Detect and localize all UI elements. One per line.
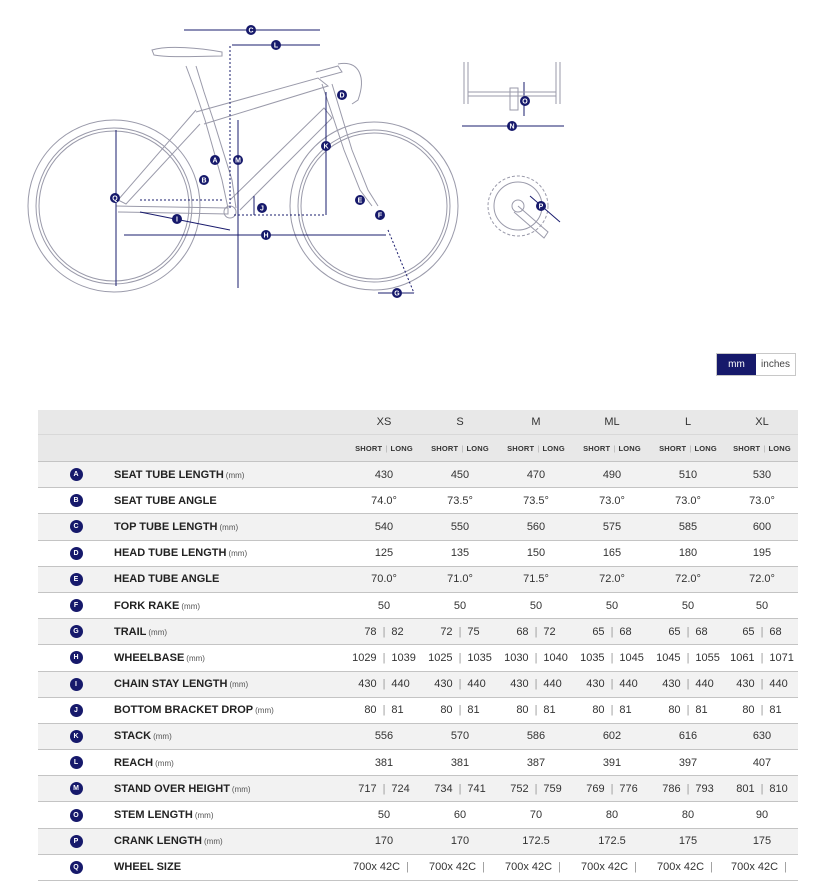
value-cell: 73.0°: [726, 488, 798, 514]
value-cell: 60: [422, 802, 498, 828]
value-cell: 150: [498, 540, 574, 566]
value-cell: 570: [422, 723, 498, 749]
value-cell: 600: [726, 514, 798, 540]
svg-text:G: G: [394, 290, 400, 298]
row-label: CHAIN STAY LENGTH: [114, 678, 228, 691]
value-cell: 125: [346, 540, 422, 566]
value-cell: 80: [650, 802, 726, 828]
value-cell: 1061 | 1071: [726, 645, 798, 671]
row-letter-badge: B: [70, 494, 83, 507]
value-cell: 1030 | 1040: [498, 645, 574, 671]
value-cell: 397: [650, 750, 726, 776]
value-cell: 430 | 440: [422, 671, 498, 697]
size-header-4: L: [650, 410, 726, 435]
value-cell: 80 | 81: [498, 697, 574, 723]
row-unit: (mm): [194, 811, 214, 821]
row-label: TOP TUBE LENGTH: [114, 520, 218, 533]
svg-text:Q: Q: [112, 195, 118, 203]
value-cell: 540: [346, 514, 422, 540]
value-cell: 556: [346, 723, 422, 749]
table-row: [38, 645, 798, 671]
callout-C: [246, 25, 256, 35]
row-letter-badge: K: [70, 730, 83, 743]
row-letter-badge: G: [70, 625, 83, 638]
value-cell: 700x 42C |: [498, 854, 574, 880]
value-cell: 180: [650, 540, 726, 566]
value-cell: 65 | 68: [726, 619, 798, 645]
value-cell: 801 | 810: [726, 776, 798, 802]
svg-text:D: D: [339, 92, 345, 100]
svg-text:H: H: [263, 232, 269, 240]
size-header-1: S: [422, 410, 498, 435]
value-cell: 430 | 440: [498, 671, 574, 697]
callout-G: [392, 288, 402, 298]
row-letter-badge: Q: [70, 861, 83, 874]
svg-text:C: C: [248, 27, 254, 35]
value-cell: 550: [422, 514, 498, 540]
value-cell: 80 | 81: [574, 697, 650, 723]
row-label: REACH: [114, 756, 154, 769]
geometry-table: [38, 410, 798, 881]
svg-text:B: B: [201, 177, 207, 185]
value-cell: 80 | 81: [650, 697, 726, 723]
row-unit: (mm): [229, 680, 249, 690]
row-unit: (mm): [225, 470, 245, 480]
value-cell: 172.5: [498, 828, 574, 854]
value-cell: 72.0°: [726, 566, 798, 592]
value-cell: 65 | 68: [574, 619, 650, 645]
callout-I: [172, 214, 182, 224]
value-cell: 1035 | 1045: [574, 645, 650, 671]
value-cell: 1025 | 1035: [422, 645, 498, 671]
value-cell: 70: [498, 802, 574, 828]
callout-H: [261, 230, 271, 240]
row-letter-badge: C: [70, 520, 83, 533]
value-cell: 430 | 440: [346, 671, 422, 697]
table-row: [38, 462, 798, 488]
row-unit: (mm): [181, 601, 201, 611]
callout-A: [210, 155, 220, 165]
table-row: [38, 854, 798, 880]
size-header-0: XS: [346, 410, 422, 435]
row-unit: (mm): [204, 837, 223, 847]
value-cell: 602: [574, 723, 650, 749]
row-unit: (mm): [186, 653, 205, 663]
callout-D: [337, 90, 347, 100]
row-unit: (mm): [153, 732, 172, 742]
row-label: HEAD TUBE LENGTH: [114, 547, 227, 560]
row-label: BOTTOM BRACKET DROP: [114, 704, 254, 717]
value-cell: 78 | 82: [346, 619, 422, 645]
value-cell: 165: [574, 540, 650, 566]
value-cell: 50: [346, 802, 422, 828]
value-cell: 50: [574, 592, 650, 618]
svg-text:I: I: [176, 216, 178, 224]
table-row: [38, 750, 798, 776]
short-long-label: SHORT | LONG: [659, 444, 717, 453]
value-cell: 195: [726, 540, 798, 566]
value-cell: 510: [650, 462, 726, 488]
callout-K: [321, 141, 331, 151]
row-label: WHEEL SIZE: [114, 861, 182, 874]
row-label: WHEELBASE: [114, 651, 185, 664]
value-cell: 175: [726, 828, 798, 854]
svg-text:N: N: [509, 123, 515, 131]
value-cell: 1029 | 1039: [346, 645, 422, 671]
value-cell: 734 | 741: [422, 776, 498, 802]
size-header-3: ML: [574, 410, 650, 435]
value-cell: 470: [498, 462, 574, 488]
row-label: CRANK LENGTH: [114, 835, 202, 848]
value-cell: 430 | 440: [726, 671, 798, 697]
value-cell: 90: [726, 802, 798, 828]
value-cell: 68 | 72: [498, 619, 574, 645]
callout-O: [520, 96, 530, 106]
callout-B: [199, 175, 209, 185]
value-cell: 73.0°: [650, 488, 726, 514]
bike-geometry-diagram: [0, 0, 829, 340]
row-label: HEAD TUBE ANGLE: [114, 573, 220, 586]
row-letter-badge: L: [70, 756, 83, 769]
value-cell: 170: [346, 828, 422, 854]
subheader-row: [38, 435, 798, 462]
row-letter-badge: D: [70, 547, 83, 560]
row-letter-badge: J: [70, 704, 83, 717]
value-cell: 450: [422, 462, 498, 488]
value-cell: 530: [726, 462, 798, 488]
unit-inches-button[interactable]: inches: [756, 354, 795, 375]
svg-text:A: A: [212, 157, 218, 165]
value-cell: 72.0°: [650, 566, 726, 592]
value-cell: 700x 42C |: [574, 854, 650, 880]
value-cell: 175: [650, 828, 726, 854]
value-cell: 786 | 793: [650, 776, 726, 802]
value-cell: 430 | 440: [574, 671, 650, 697]
value-cell: 50: [726, 592, 798, 618]
value-cell: 575: [574, 514, 650, 540]
callout-E: [355, 195, 365, 205]
value-cell: 71.5°: [498, 566, 574, 592]
row-label: TRAIL: [114, 625, 147, 638]
value-cell: 80 | 81: [346, 697, 422, 723]
row-letter-badge: H: [70, 651, 83, 664]
unit-toggle: [716, 353, 796, 376]
callout-F: [375, 210, 385, 220]
table-row: [38, 619, 798, 645]
row-letter-badge: O: [70, 809, 83, 822]
row-label: SEAT TUBE LENGTH: [114, 468, 224, 481]
table-row: [38, 540, 798, 566]
value-cell: 170: [422, 828, 498, 854]
value-cell: 585: [650, 514, 726, 540]
svg-text:K: K: [323, 143, 329, 151]
svg-text:J: J: [260, 205, 264, 213]
value-cell: 72.0°: [574, 566, 650, 592]
row-label: STAND OVER HEIGHT: [114, 782, 230, 795]
row-letter-badge: M: [70, 782, 83, 795]
svg-text:M: M: [235, 157, 241, 165]
svg-text:F: F: [377, 212, 383, 220]
size-header-2: M: [498, 410, 574, 435]
row-label: STACK: [114, 730, 152, 743]
table-row: [38, 828, 798, 854]
value-cell: 80 | 81: [726, 697, 798, 723]
row-letter-badge: E: [70, 573, 83, 586]
value-cell: 769 | 776: [574, 776, 650, 802]
value-cell: 430 | 440: [650, 671, 726, 697]
callout-P: [536, 201, 546, 211]
value-cell: 490: [574, 462, 650, 488]
svg-text:E: E: [357, 197, 363, 205]
size-header-5: XL: [726, 410, 798, 435]
value-cell: 50: [498, 592, 574, 618]
row-unit: (mm): [228, 549, 248, 559]
value-cell: 70.0°: [346, 566, 422, 592]
row-letter-badge: I: [70, 678, 83, 691]
value-cell: 71.0°: [422, 566, 498, 592]
row-letter-badge: A: [70, 468, 83, 481]
callout-Q: [110, 193, 120, 203]
row-unit: (mm): [148, 627, 168, 637]
value-cell: 700x 42C |: [650, 854, 726, 880]
value-cell: 80 | 81: [422, 697, 498, 723]
value-cell: 717 | 724: [346, 776, 422, 802]
unit-mm-button[interactable]: mm: [717, 354, 756, 375]
value-cell: 73.5°: [422, 488, 498, 514]
table-row: [38, 488, 798, 514]
short-long-label: SHORT | LONG: [583, 444, 641, 453]
table-row: [38, 514, 798, 540]
value-cell: 430: [346, 462, 422, 488]
value-cell: 1045 | 1055: [650, 645, 726, 671]
value-cell: 752 | 759: [498, 776, 574, 802]
value-cell: 560: [498, 514, 574, 540]
table-row: [38, 723, 798, 749]
row-label: STEM LENGTH: [114, 809, 193, 822]
value-cell: 50: [422, 592, 498, 618]
callout-L: [271, 40, 281, 50]
value-cell: 630: [726, 723, 798, 749]
svg-text:L: L: [273, 42, 279, 50]
row-label: SEAT TUBE ANGLE: [114, 494, 217, 507]
value-cell: 387: [498, 750, 574, 776]
table-row: [38, 802, 798, 828]
table-row: [38, 592, 798, 618]
short-long-label: SHORT | LONG: [431, 444, 489, 453]
size-header-row: [38, 410, 798, 435]
value-cell: 135: [422, 540, 498, 566]
value-cell: 50: [650, 592, 726, 618]
value-cell: 700x 42C |: [726, 854, 798, 880]
value-cell: 391: [574, 750, 650, 776]
value-cell: 381: [422, 750, 498, 776]
short-long-label: SHORT | LONG: [355, 444, 413, 453]
row-unit: (mm): [155, 758, 174, 768]
row-label: FORK RAKE: [114, 599, 180, 612]
short-long-label: SHORT | LONG: [507, 444, 565, 453]
value-cell: 74.0°: [346, 488, 422, 514]
callout-N: [507, 121, 517, 131]
row-unit: (mm): [255, 706, 274, 716]
value-cell: 72 | 75: [422, 619, 498, 645]
value-cell: 700x 42C |: [346, 854, 422, 880]
table-row: [38, 776, 798, 802]
row-letter-badge: F: [70, 599, 83, 612]
value-cell: 65 | 68: [650, 619, 726, 645]
row-unit: (mm): [219, 522, 239, 532]
svg-text:P: P: [538, 203, 544, 211]
value-cell: 381: [346, 750, 422, 776]
svg-text:O: O: [522, 98, 528, 106]
value-cell: 73.0°: [574, 488, 650, 514]
short-long-label: SHORT | LONG: [733, 444, 791, 453]
callout-M: [233, 155, 243, 165]
callout-J: [257, 203, 267, 213]
value-cell: 50: [346, 592, 422, 618]
value-cell: 80: [574, 802, 650, 828]
value-cell: 586: [498, 723, 574, 749]
value-cell: 73.5°: [498, 488, 574, 514]
value-cell: 172.5: [574, 828, 650, 854]
table-row: [38, 566, 798, 592]
value-cell: 407: [726, 750, 798, 776]
value-cell: 616: [650, 723, 726, 749]
row-letter-badge: P: [70, 835, 83, 848]
row-unit: (mm): [231, 784, 251, 794]
table-row: [38, 697, 798, 723]
table-row: [38, 671, 798, 697]
value-cell: 700x 42C |: [422, 854, 498, 880]
